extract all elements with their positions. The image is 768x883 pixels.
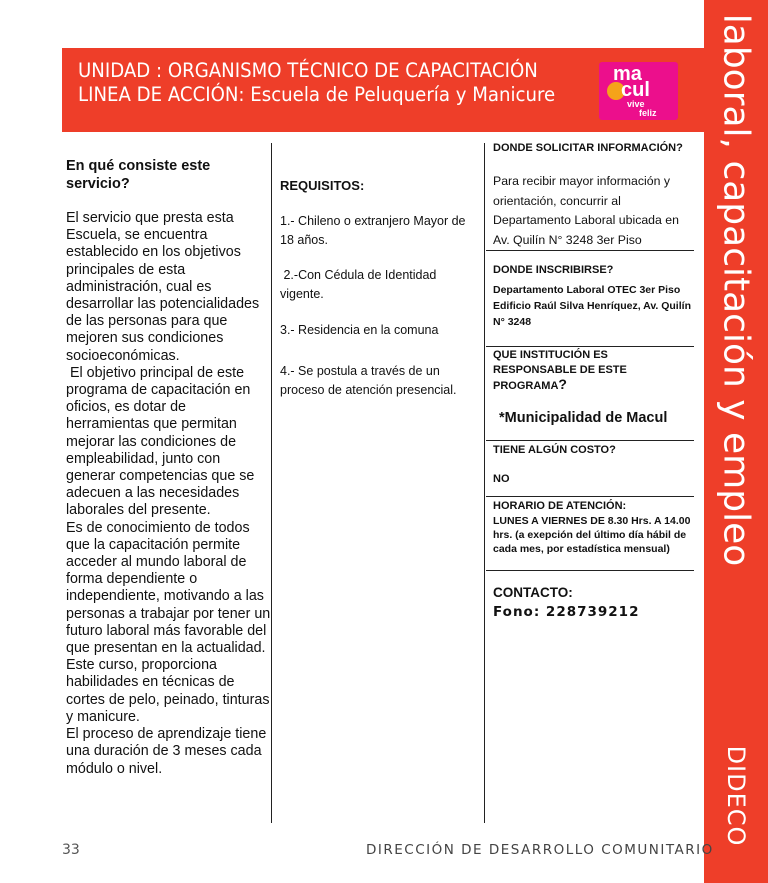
section-divider: [486, 440, 694, 441]
service-paragraph: El proceso de aprendizaje tiene una duración de 3 meses cada módulo o nivel.: [66, 726, 267, 777]
header-unit: UNIDAD : ORGANISMO TÉCNICO DE CAPACITACIÓN: [78, 59, 538, 82]
section-divider: [486, 250, 694, 251]
macul-logo: [599, 62, 678, 120]
service-description: [66, 210, 271, 778]
institution-text: *Municipalidad de Macul: [499, 410, 668, 426]
column-divider-right: [484, 143, 485, 823]
page-number: 33: [62, 842, 80, 858]
requirement-item: 1.- Chileno o extranjero Mayor de 18 años.: [280, 214, 466, 247]
header-line-of-action: LINEA DE ACCIÓN: Escuela de Peluquería y Manicure: [78, 83, 556, 106]
requirement-item: 4.- Se postula a través de un proceso de atención presencial.: [280, 364, 457, 397]
institution-heading-text: QUE INSTITUCIÓN ES RESPONSABLE DE ESTE PROGRAMA: [493, 349, 627, 392]
register-heading: DONDE INSCRIBIRSE?: [493, 264, 614, 276]
requirement-item: 2.-Con Cédula de Identidad vigente.: [280, 268, 440, 301]
info-text: Para recibir mayor información y orientación, concurrir al Departamento Laboral ubicada en Av. Quilín N° 3248 3er Piso: [493, 174, 679, 247]
institution-heading: [493, 348, 643, 394]
cost-heading: TIENE ALGÚN COSTO?: [493, 444, 616, 456]
section-divider: [486, 496, 694, 497]
register-text: Departamento Laboral OTEC 3er Piso Edificio Raúl Silva Henríquez, Av. Quilín N° 3248: [493, 284, 691, 328]
section-divider: [486, 346, 694, 347]
requirements-heading: REQUISITOS:: [280, 178, 365, 193]
service-heading: En qué consiste este servicio?: [66, 158, 211, 192]
logo-text-4: feliz: [639, 108, 657, 118]
cost-text: NO: [493, 473, 510, 485]
info-heading: DONDE SOLICITAR INFORMACIÓN?: [493, 142, 683, 154]
contact-phone: Fono: 228739212: [493, 604, 640, 620]
sidebar-title: laboral, capacitación y empleo: [715, 13, 757, 567]
service-paragraph: El objetivo principal de este programa de capacitación en oficios, es dotar de herramientas que permitan mejorar las condiciones de empleabilidad, junto con generar competencias que se adecuen a las necesidades laborales del presente.: [66, 364, 259, 519]
section-divider: [486, 570, 694, 571]
logo-text-3: vive: [627, 99, 645, 109]
service-paragraph: Es de conocimiento de todos que la capacitación permite acceder al mundo laboral de forma dependiente o independiente, motivando a las personas a trabajar por tener un futuro laboral más favorable del que presentan en la actualidad.: [66, 519, 271, 657]
sidebar-department: DIDECO: [722, 745, 750, 847]
hours-heading: HORARIO DE ATENCIÓN:: [493, 500, 627, 512]
footer-department: DIRECCIÓN DE DESARROLLO COMUNITARIO: [366, 842, 714, 858]
contact-heading: CONTACTO:: [493, 585, 573, 600]
logo-text-2: cul: [621, 79, 650, 101]
institution-question-mark: ?: [558, 376, 567, 392]
requirement-item: 3.- Residencia en la comuna: [280, 323, 439, 337]
logo-text-1: ma: [613, 63, 642, 85]
hours-text: LUNES A VIERNES DE 8.30 Hrs. A 14.00 hrs. (a exepción del último día hábil de cada mes, por estadística mensual): [493, 515, 691, 555]
service-paragraph: El servicio que presta esta Escuela, se encuentra establecido en los objetivos principales de esta administración, cual es desarrollar las potencialidades de las personas para que mejoren sus condiciones socioeconómicas.: [66, 210, 260, 364]
column-divider-left: [271, 143, 272, 823]
service-paragraph: Este curso, proporciona habilidades en técnicas de cortes de pelo, peinado, tinturas y manicure.: [66, 657, 270, 725]
